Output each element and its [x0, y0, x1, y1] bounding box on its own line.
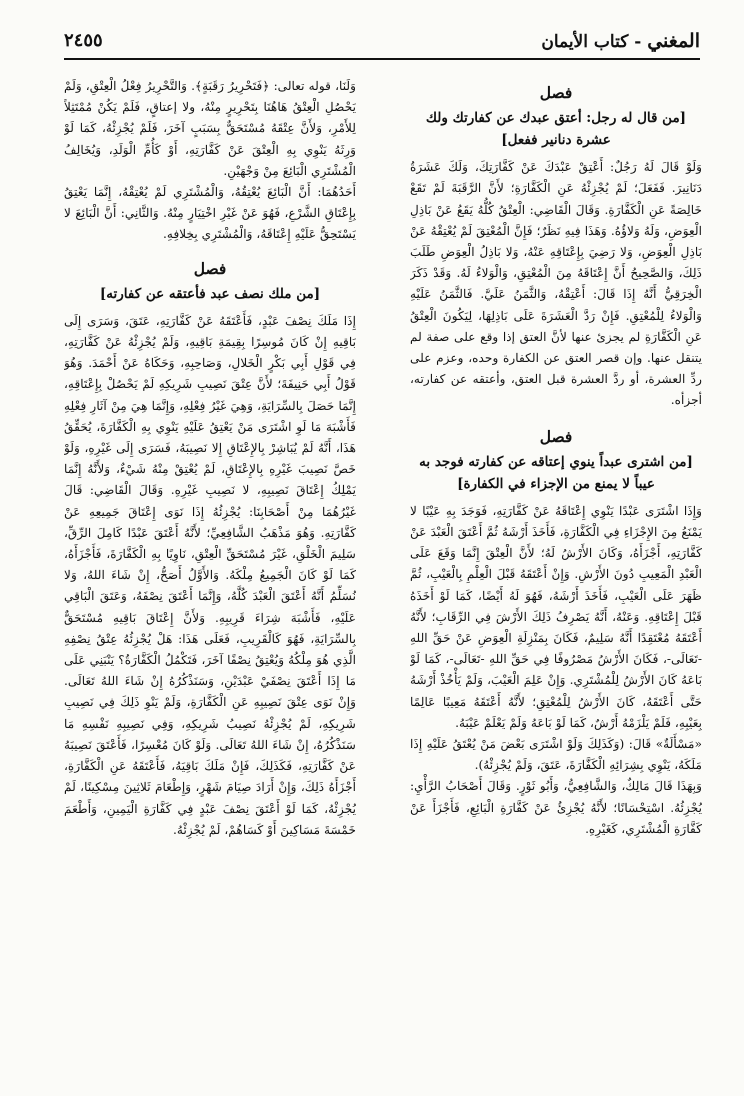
section-subheading: [من قال له رجل: أعتق عبدك عن كفارتك ولك عشرة دنانير ففعل]	[425, 110, 687, 149]
book-title: المغني	[647, 30, 700, 52]
section-heading: فصل	[193, 258, 227, 278]
second-paragraph: أَحَدُهُمَا: أَنَّ الْبَائِعَ يُعْتِقُهُ، وَالْمُشْتَرِي لَمْ يُعْتِقْهُ، إِنَّمَا يَعْتِقُ بِإِعْتَاقِ الشَّرْعِ، فَهُوَ عَنْ غَيْرِ اخْتِيَارٍ مِنْهُ. وَالثَّانِي: أَنَّ الْبَائِعَ لا يَسْتَحِقُّ عَلَيْهِ إِعْتَاقَهُ، وَالْمُشْتَرِي بِخِلافِهِ.	[64, 185, 356, 242]
chapter-title: كتاب الأيمان	[541, 32, 629, 52]
intro-paragraph: وَلَنَا، قوله تعالى: ﴿فَتَحْرِيرُ رَقَبَةٍ﴾. وَالتَّحْرِيرُ فِعْلُ الْعِتْقِ، وَلَمْ يَحْصُلِ الْعِتْقُ هَاهُنَا بِتَحْرِيرٍ مِنْهُ، ولا إعتاقٍ، فَلَمْ يَكُنْ مُمْتَثِلاً لِلأَمْرِ، وَلأَنَّ عِتْقَهُ مُسْتَحَقٌّ بِسَبَبٍ آخَرَ، فَلَمْ يُجْزِئْهُ، كَمَا لَوْ وَرِثَهُ يَنْوِي بِهِ الْعِتْقَ عَنْ كَفَّارَتِهِ، أَوْ كَأُمِّ الْوَلَدِ، وَيُخَالِفُ الْمُشْتَرِي الْبَائِعَ مِنْ وَجْهَيْنِ.	[64, 79, 356, 178]
running-header	[64, 28, 700, 60]
section-subheading: [من ملك نصف عبد فأعتقه عن كفارته]	[99, 285, 321, 302]
right-column	[410, 76, 702, 1076]
page-number: ٢٤٥٥	[64, 30, 103, 51]
header-title	[541, 30, 700, 52]
section-heading: فصل	[539, 426, 573, 446]
left-column	[64, 76, 356, 1076]
section-subheading: [من اشترى عبداً ينوي إعتاقه عن كفارته فوجد به عيباً لا يمنع من الإجزاء في الكفارة]	[419, 453, 693, 492]
title-separator: -	[628, 32, 642, 52]
section-body: وَلَوْ قَالَ لَهُ رَجُلٌ: أَعْتِقْ عَبْدَكَ عَنْ كَفَّارَتِكَ، وَلَكَ عَشَرَةُ دَنَانِيرَ. فَفَعَلَ؛ لَمْ يُجْزِئْهُ عَنِ الْكَفَّارَةِ؛ لأَنَّ الرَّقَبَةَ لَمْ تَقَعْ خَالِصَةً عَنِ الْكَفَّارَةِ. وَقَالَ الْقَاضِي: الْعِتْقُ كُلُّهُ يَقَعُ عَنْ بَاذِلِ الْعِوَضِ، وَلَهُ وَلاؤُهُ. وَهَذَا فِيهِ نَظَرٌ؛ فَإِنَّ الْمُعْتِقَ لَمْ يُعْتِقْهُ عَنْ بَاذِلِ الْعِوَضِ، وَلا رَضِيَ بِإِعْتَاقِهِ عَنْهُ، وَلا بَاذِلُ الْعِوَضِ طَلَبَ ذَلِكَ، وَالصَّحِيحُ أَنَّ إِعْتَاقَهُ مِنَ الْمُعْتِقِ، وَالْوَلاءُ لَهُ. وَقَدْ ذَكَرَ الْخِرَقِيُّ أَنَّهُ إِذَا قَالَ: أَعْتِقْهُ، وَالثَّمَنُ عَلَيَّ. فَالثَّمَنُ عَلَيْهِ وَالْوَلاءُ لِلْمُعْتِقِ. فَإِنْ رَدَّ الْعَشَرَةَ عَلَى بَاذِلِهَا، لِيَكُونَ الْعِتْقُ عَنِ الْكَفَّارَةِ لم يجزئ عنها لأنَّ العتق إذا وقع على صفة لم يتنقل عنها. وإن قصر العتق عن الكفارة وحده، وعزم على ردِّ العشرة، أو ردَّ العشرة قبل العتق، وأعتقه عن كفارته، أجزأه.	[410, 160, 702, 408]
masala-paragraph: «مَسْأَلَةٌ» قَالَ: (وَكَذَلِكَ وَلَوْ اشْتَرَى بَعْضَ مَنْ يُعْتَقُ عَلَيْهِ إِذَا مَلَكَهُ، يَنْوِي بِشِرَائِهِ الْكَفَّارَةَ، عَتَقَ، وَلَمْ يُجْزِئْهُ).	[410, 737, 702, 773]
section-body: إِذَا مَلَكَ نِصْفَ عَبْدٍ، فَأَعْتَقَهُ عَنْ كَفَّارَتِهِ، عَتَقَ، وَسَرَى إِلَى بَاقِيهِ إِنْ كَانَ مُوسِرًا بِقِيمَةِ بَاقِيهِ، وَلَمْ يُجْزِئْهُ عَنْ كَفَّارَتِهِ، فِي قَوْلِ أَبِي بَكْرٍ الْخَلالِ، وَصَاحِبِهِ، وَحَكَاهُ عَنْ أَحْمَدَ. وَهُوَ قَوْلُ أَبِي حَنِيفَةَ؛ لأَنَّ عِتْقَ نَصِيبِ شَرِيكِهِ لَمْ يَحْصُلْ بِإِعْتَاقِهِ، إِنَّمَا حَصَلَ بِالسِّرَايَةِ، وَهِيَ غَيْرُ فِعْلِهِ، وَإِنَّمَا هِيَ مِنْ آثَارِ فِعْلِهِ فَأَشْبَهَ مَا لَوِ اشْتَرَى مَنْ يَعْتِقُ عَلَيْهِ يَنْوِي بِهِ الْكَفَّارَةَ، يُحَقِّقُ هَذَا، أَنَّهُ لَمْ يُبَاشِرْ بِالإِعْتَاقِ إِلا نَصِيبَهُ، فَسَرَى إِلَى غَيْرِهِ، وَلَوْ خَصَّ نَصِيبَ غَيْرِهِ بِالإِعْتَاقِ، لَمْ يُعْتِقْ مِنْهُ شَيْءٌ، وَلأَنَّهُ إِنَّمَا يَمْلِكُ إِعْتَاقَ نَصِيبِهِ، لا نَصِيبِ غَيْرِهِ. وَقَالَ الْقَاضِي: قَالَ غَيْرُهُمَا مِنْ أَصْحَابِنَا: يُجْزِئُهُ إِذَا نَوَى إِعْتَاقَ جَمِيعِهِ عَنْ كَفَّارَتِهِ. وَهُوَ مَذْهَبُ الشَّافِعِيِّ؛ لأَنَّهُ أَعْتَقَ عَبْدًا كَامِلَ الرِّقِّ، سَلِيمَ الْخَلْقِ، غَيْرَ مُسْتَحَقِّ الْعِتْقِ، نَاوِيًا بِهِ الْكَفَّارَةَ، فَأَجْزَأَهُ، كَمَا لَوْ كَانَ الْجَمِيعُ مِلْكَهُ. وَالأَوَّلُ أَصَحُّ، إِنْ شَاءَ اللهُ، وَلا نُسَلِّمُ أَنَّهُ أَعْتَقَ الْعَبْدَ كُلَّهُ، وَإِنَّمَا أَعْتَقَ نِصْفَهُ، وَعَتَقَ الْبَاقِي عَلَيْهِ، فَأَشْبَهَ شِرَاءَ قَرِيبِهِ. وَلأَنَّ إِعْتَاقَ بَاقِيهِ مُسْتَحَقٌّ بِالسِّرَايَةِ، فَهُوَ كَالْقَرِيبِ، فَعَلَى هَذَا: هَلْ يُجْزِئُهُ عِتْقُ نِصْفِهِ الَّذِي هُوَ مِلْكُهُ وَيُعْتِقُ نِصْفًا آخَرَ، فَتَكْمُلُ الْكَفَّارَةُ؟ يَنْبَنِي عَلَى مَا إِذَا أَعْتَقَ نِصْفَيْ عَبْدَيْنِ، وَسَنَذْكُرُهُ إِنْ شَاءَ اللهُ تَعَالَى. وَإِنْ نَوَى عِتْقَ نَصِيبِهِ عَنِ الْكَفَّارَةِ، وَلَمْ يَنْوِ ذَلِكَ فِي نَصِيبِ شَرِيكِهِ، لَمْ يُجْزِئْهُ نَصِيبُ شَرِيكِهِ، وَفِي نَصِيبِهِ نَفْسِهِ مَا سَنَذْكُرُهُ، إِنْ شَاءَ اللهُ تَعَالَى. وَلَوْ كَانَ مُعْسِرًا، فَأَعْتَقَ نَصِيبَهُ عَنْ كَفَّارَتِهِ، فَكَذَلِكَ، فَإِنْ مَلَكَ بَاقِيَهُ، فَأَعْتَقَهُ عَنِ الْكَفَّارَةِ، أَجْزَأَهُ ذَلِكَ، وَإِنْ أَرَادَ صِيَامَ شَهْرٍ، وَإِطْعَامَ ثَلاثِينَ مِسْكِينًا، لَمْ يُجْزِئْهُ، كَمَا لَوْ أَعْتَقَ نِصْفَ عَبْدٍ فِي كَفَّارَةِ الْيَمِينِ، وَأَطْعَمَ خَمْسَةَ مَسَاكِينَ أَوْ كَسَاهُمْ، لَمْ يُجْزِئْهُ.	[64, 313, 356, 837]
closing-paragraph: وَبِهَذَا قَالَ مَالِكٌ، وَالشَّافِعِيُّ، وَأَبُو ثَوْرٍ. وَقَالَ أَصْحَابُ الرَّأْيِ: يُجْزِئُهُ. اسْتِحْسَانًا؛ لأَنَّهُ يُجْزِئُ عَنْ كَفَّارَةِ الْبَائِعِ، فَأَجْزَأَ عَنْ كَفَّارَةِ الْمُشْتَرِي، كَغَيْرِهِ.	[410, 779, 702, 836]
section-body: وَإِذَا اشْتَرَى عَبْدًا يَنْوِي إِعْتَاقَهُ عَنْ كَفَّارَتِهِ، فَوَجَدَ بِهِ عَيْبًا لا يَمْنَعُ مِنَ الإِجْزَاءِ فِي الْكَفَّارَةِ، فَأَخَذَ أَرْشَهُ ثُمَّ أَعْتَقَ الْعَبْدَ عَنْ كَفَّارَتِهِ، أَجْزَأَهُ، وَكَانَ الأَرْشُ لَهُ؛ لأَنَّ الْعِتْقَ إِنَّمَا وَقَعَ عَلَى الْعَبْدِ الْمَعِيبِ دُونَ الأَرْشِ. وَإِنْ أَعْتَقَهُ قَبْلَ الْعِلْمِ بِالْعَيْبِ، ثُمَّ ظَهَرَ عَلَى الْعَيْبِ، فَأَخَذَ أَرْشَهُ، فَهُوَ لَهُ أَيْضًا، كَمَا لَوْ أَخَذَهُ قَبْلَ إِعْتَاقِهِ. وَعَنْهُ، أَنَّهُ يَصْرِفُ ذَلِكَ الأَرْشَ فِي الرِّقَابِ؛ لأَنَّهُ أَعْتَقَهُ مُعْتَقِدًا أَنَّهُ سَلِيمٌ، فَكَانَ بِمَنْزِلَةِ الْعِوَضِ عَنْ حَقِّ اللهِ -تَعَالَى-، فَكَانَ الأَرْشُ مَصْرُوفًا فِي حَقِّ اللهِ -تَعَالَى-، كَمَا لَوْ بَاعَهُ كَانَ الأَرْشُ لِلْمُشْتَرِي. وَإِنْ عَلِمَ الْعَيْبَ، وَلَمْ يَأْخُذْ أَرْشَهُ حَتَّى أَعْتَقَهُ، كَانَ الأَرْشُ لِلْمُعْتِقِ؛ لأَنَّهُ أَعْتَقَهُ مَعِيبًا عَالِمًا بِعَيْبِهِ، فَلَمْ يَلْزَمْهُ أَرْشٌ، كَمَا لَوْ بَاعَهُ وَلَمْ يَعْلَمْ عَيْبَهُ.	[410, 503, 702, 730]
section-heading: فصل	[539, 83, 573, 102]
